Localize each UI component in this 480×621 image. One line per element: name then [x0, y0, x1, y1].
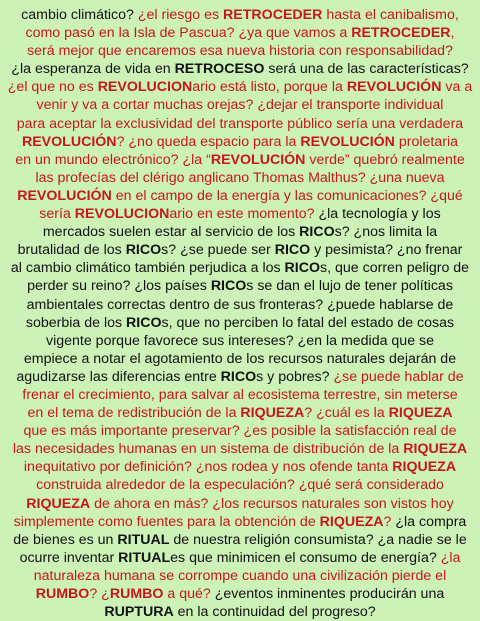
text-segment: ¿la: [440, 549, 461, 566]
text-line: [4, 314, 476, 332]
keyword-text: RITUAL: [118, 549, 171, 566]
text-line: [4, 6, 476, 24]
keyword-text: RIQUEZA: [392, 459, 457, 476]
text-segment: venir y va a cortar muchas orejas? ¿dejar el transporte individual: [36, 97, 444, 114]
text-segment: ¿la compra: [395, 513, 467, 530]
keyword-text: REVOLUCIÓN: [346, 79, 442, 96]
text-line: [4, 223, 476, 241]
text-line: [4, 169, 476, 187]
text-segment: s, que corren peligro de: [320, 260, 470, 277]
text-segment: ¿eventos inminentes producirán una: [214, 586, 445, 602]
text-segment: en el campo de la energía y las comunicaciones? ¿qué: [111, 187, 463, 204]
text-line: [4, 78, 476, 96]
text-segment: ? ¿: [89, 586, 110, 602]
text-segment: de nuestra religión consumista? ¿a nadie se le: [169, 531, 467, 548]
text-segment: s, que no perciben lo fatal del estado de cosas: [161, 314, 455, 331]
text-segment: como pasó en la Isla de Pascua? ¿ya que vamos a: [25, 25, 352, 42]
text-segment: hasta el canibalismo,: [322, 7, 459, 23]
text-segment: ambientales correctas dentro de sus fronteras? ¿puede hablarse de: [26, 296, 454, 313]
text-segment: proletaria: [394, 133, 459, 150]
text-line: [4, 585, 476, 603]
text-line: [4, 151, 476, 169]
text-segment: a qué?: [163, 586, 215, 602]
text-line: [4, 495, 476, 513]
text-segment: ¿se puede hablar de: [333, 368, 464, 385]
text-segment: ?: [383, 513, 396, 530]
text-segment: s se dan el lujo de tener políticas: [246, 278, 453, 295]
text-segment: frenar el crecimiento, para salvar al ecosistema terrestre, sin meterse: [22, 386, 458, 403]
text-line: [4, 440, 476, 458]
keyword-text: REVOLUCIÓN: [21, 133, 117, 150]
text-segment: ¿el riesgo es: [137, 7, 224, 23]
text-line: [4, 96, 476, 114]
text-line: [4, 513, 476, 531]
text-segment: s? ¿nos limita la: [334, 224, 438, 241]
text-segment: las profecías del clérigo anglicano Thomas Malthus? ¿una nueva: [35, 169, 445, 186]
keyword-text: RETROCEDER: [223, 7, 323, 23]
text-line: [4, 476, 476, 494]
text-segment: vigente porque favorece sus intereses? ¿en la medida que se: [45, 332, 435, 349]
text-line: [4, 350, 476, 368]
text-segment: será una de las características?: [264, 61, 469, 78]
text-segment: simplemente como fuentes para la obtención de: [13, 513, 320, 530]
text-segment: soberbia de los: [25, 314, 127, 331]
text-line: [4, 205, 476, 223]
text-line: [4, 549, 476, 567]
text-segment: para aceptar la exclusividad del transporte público sería una verdadera: [16, 115, 464, 132]
keyword-text: RUMBO: [35, 586, 90, 602]
text-segment: empiece a notar el agotamiento de los recursos naturales dejarán de: [23, 350, 457, 367]
text-segment: las necesidades humanas en un sistema de distribución de la: [12, 441, 404, 458]
text-line: [4, 386, 476, 404]
text-line: [4, 332, 476, 350]
text-line: [4, 296, 476, 314]
text-segment: ? ¿cuál es la: [304, 405, 389, 422]
text-segment: ¿el que no es: [7, 79, 98, 96]
keyword-text: RIQUEZA: [403, 441, 468, 458]
keyword-text: RICO: [126, 314, 162, 331]
text-segment: de bienes es un: [13, 531, 118, 548]
keyword-text: RITUAL: [117, 531, 170, 548]
text-segment: agudizarse las diferencias entre: [16, 368, 221, 385]
text-segment: construida alrededor de la especulación? ¿qué será considerado: [36, 477, 444, 494]
text-segment: va a: [441, 79, 473, 96]
text-segment: perder su reino? ¿los países: [27, 278, 211, 295]
text-line: [4, 42, 476, 60]
text-segment: verde” quebró realmente: [305, 151, 465, 168]
keyword-text: RICO: [125, 242, 162, 259]
keyword-text: REVOLUCIÓN: [210, 151, 306, 168]
text-line: [4, 458, 476, 476]
keyword-text: RICO: [220, 368, 257, 385]
text-segment: naturaleza humana se corrompe cuando una civilización pierde el: [33, 567, 447, 584]
text-line: [4, 241, 476, 259]
keyword-text: RICO: [210, 278, 247, 295]
text-line: [4, 567, 476, 585]
text-segment: en la continuidad del progreso?: [173, 604, 376, 621]
text-line: [4, 133, 476, 151]
text-segment: en un mundo electrónico? ¿la “: [15, 151, 211, 168]
keyword-text: RICO: [299, 224, 335, 241]
text-segment: y pesimista? ¿no frenar: [310, 242, 463, 259]
keyword-text: RETROCEDER: [351, 25, 451, 42]
keyword-text: RIQUEZA: [26, 495, 91, 512]
text-segment: mercados suelen estar al servicio de los: [42, 224, 300, 241]
keyword-text: REVOLUCION: [74, 206, 170, 223]
keyword-text: RIQUEZA: [319, 513, 384, 530]
text-line: [4, 277, 476, 295]
text-line: [4, 187, 476, 205]
text-line: [4, 404, 476, 422]
text-line: [4, 531, 476, 549]
keyword-text: REVOLUCION: [97, 79, 193, 96]
text-segment: es que minimicen el consumo de energía?: [170, 549, 441, 566]
text-segment: ¿la esperanza de vida en: [11, 61, 175, 78]
text-segment: de ahora en más? ¿los recursos naturales son vistos hoy: [90, 495, 454, 512]
text-segment: al cambio climático también perjudica a los: [10, 260, 285, 277]
keyword-text: RICO: [284, 260, 321, 277]
text-line: [4, 115, 476, 133]
keyword-text: REVOLUCIÓN: [300, 133, 395, 150]
text-line: [4, 60, 476, 78]
text-segment: s y pobres?: [256, 368, 334, 385]
text-segment: ario en este momento?: [169, 206, 319, 223]
text-line: [4, 259, 476, 277]
keyword-text: RICO: [274, 242, 311, 259]
text-line: [4, 368, 476, 386]
keyword-text: RUMBO: [109, 586, 164, 602]
text-segment: que es más importante preservar? ¿es posible la satisfacción real de: [23, 423, 457, 440]
text-line: [4, 422, 476, 440]
text-segment: cambio climático?: [21, 7, 138, 23]
text-segment: brutalidad de los: [17, 242, 126, 259]
text-line: [4, 603, 476, 621]
keyword-text: RIQUEZA: [240, 405, 305, 422]
text-segment: en el tema de redistribución de la: [27, 405, 241, 422]
text-segment: ocurre inventar: [19, 549, 119, 566]
text-segment: ario está listo, porque la: [192, 79, 347, 96]
text-segment: ? ¿no queda espacio para la: [116, 133, 301, 150]
text-line: [4, 24, 476, 42]
text-segment: s? ¿se puede ser: [161, 242, 275, 259]
text-segment: ¿la tecnología y los: [318, 206, 441, 223]
keyword-text: RUPTURA: [104, 604, 174, 621]
text-segment: inequitativo por definición? ¿nos rodea y nos ofende tanta: [23, 459, 393, 476]
keyword-text: RIQUEZA: [388, 405, 453, 422]
text-segment: ,: [450, 25, 455, 42]
text-segment: sería: [39, 206, 75, 223]
keyword-text: RETROCESO: [174, 61, 265, 78]
text-segment: será mejor que encaremos esa nueva historia con responsabilidad?: [27, 43, 453, 60]
keyword-text: REVOLUCIÓN: [17, 187, 112, 204]
